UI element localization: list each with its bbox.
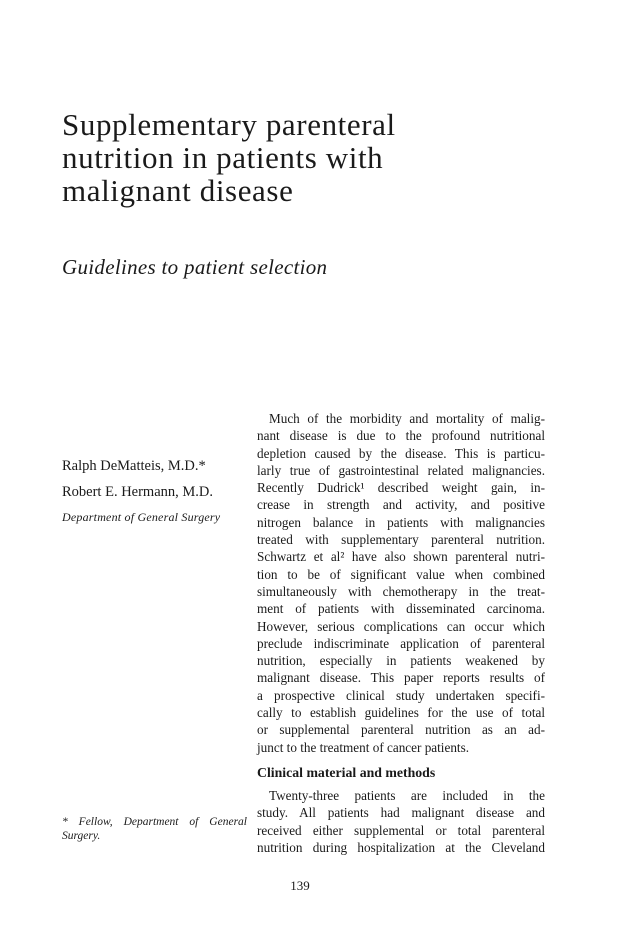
text-line: cally to establish guidelines for the use of total (257, 705, 545, 721)
section-heading: Clinical material and methods (257, 764, 436, 780)
text-line: or supplemental parenteral nutrition as an ad- (257, 722, 545, 738)
author-block (62, 458, 242, 524)
text-line: received either supplemental or total parenteral (257, 822, 545, 838)
text-line: larly true of gastrointestinal related malignancies. (257, 462, 545, 478)
text-line: study. All patients had malignant disease and (257, 805, 545, 821)
text-line: tion to be of significant value when combined (257, 566, 545, 582)
title-line: malignant disease (62, 173, 294, 208)
text-line: nant disease is due to the profound nutritional (257, 428, 545, 444)
text-line: a prospective clinical study undertaken specifi- (257, 687, 545, 703)
text-line: treated with supplementary parenteral nutrition. (257, 532, 545, 548)
text-line: simultaneously with chemotherapy in the treat- (257, 583, 545, 599)
text-line: crease in strength and activity, and positive (257, 497, 545, 513)
page-number: 139 (290, 878, 310, 893)
title-line: nutrition in patients with (62, 140, 384, 175)
text-line: depletion caused by the disease. This is particu- (257, 445, 545, 461)
title-line: Supplementary parenteral (62, 107, 396, 142)
text-line: Schwartz et al² have also shown parenteral nutri- (257, 549, 545, 565)
text-line: junct to the treatment of cancer patients. (257, 739, 470, 755)
intro-paragraph (257, 410, 545, 756)
author-name: Ralph DeMatteis, M.D.* (62, 458, 206, 474)
text-line: Recently Dudrick¹ described weight gain, in- (257, 480, 545, 496)
author-footnote: * Fellow, Department of General Surgery. (62, 816, 247, 842)
body-column (257, 410, 545, 856)
author-affiliation: Department of General Surgery (62, 510, 221, 524)
text-line: Twenty-three patients are included in the (269, 787, 545, 803)
text-line: nitrogen balance in patients with malignancies (257, 514, 545, 530)
methods-paragraph (257, 787, 545, 856)
text-line: nutrition during hospitalization at the Cleveland (257, 839, 545, 855)
text-line: ment of patients with disseminated carcinoma. (257, 601, 545, 617)
text-line: nutrition, especially in patients weakened by (257, 653, 545, 669)
text-line: Much of the morbidity and mortality of malig- (269, 411, 545, 426)
text-line: However, serious complications can occur which (257, 618, 545, 634)
article-subtitle: Guidelines to patient selection (62, 255, 328, 279)
article-title (62, 108, 482, 207)
text-line: malignant disease. This paper reports results of (257, 670, 545, 686)
text-line: preclude indiscriminate application of parenteral (257, 635, 545, 651)
author-name: Robert E. Hermann, M.D. (62, 484, 214, 500)
